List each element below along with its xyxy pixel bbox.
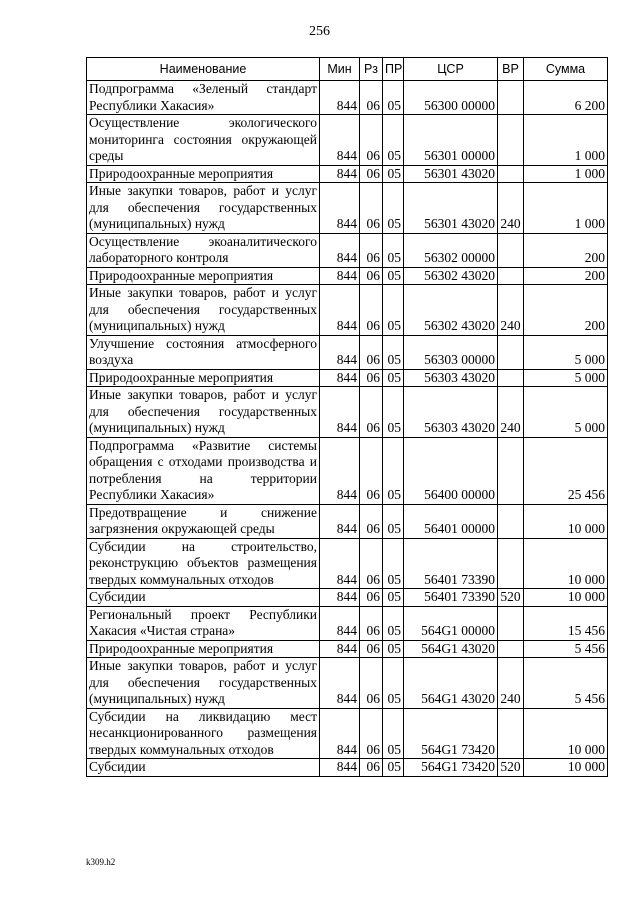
row-sum: 10 000 [524, 589, 608, 607]
row-sum: 10 000 [524, 538, 608, 589]
budget-table [86, 57, 608, 777]
row-csr: 56301 43020 [404, 165, 498, 183]
table-row [87, 437, 608, 504]
row-min: 844 [320, 387, 360, 438]
row-csr: 564G1 73420 [404, 759, 498, 777]
row-min: 844 [320, 437, 360, 504]
row-csr: 564G1 43020 [404, 658, 498, 709]
row-name: Подпрограмма «Развитие системы обращения с отходами производства и потребления на территории Республики Хакасия» [87, 437, 320, 504]
page-number: 256 [309, 24, 330, 39]
row-pr: 05 [383, 369, 404, 387]
table-row [87, 708, 608, 759]
row-rz: 06 [360, 437, 383, 504]
row-pr: 05 [383, 267, 404, 285]
row-rz: 06 [360, 285, 383, 336]
row-name: Природоохранные мероприятия [87, 640, 320, 658]
table-row [87, 165, 608, 183]
row-csr: 56302 43020 [404, 285, 498, 336]
table-row [87, 606, 608, 640]
table-header-row [87, 58, 608, 81]
row-name: Иные закупки товаров, работ и услуг для обеспечения государственных (муниципальных) нужд [87, 183, 320, 234]
row-vr [498, 708, 524, 759]
row-csr: 56302 43020 [404, 267, 498, 285]
row-vr: 240 [498, 387, 524, 438]
row-sum: 5 000 [524, 387, 608, 438]
row-min: 844 [320, 504, 360, 538]
row-name: Природоохранные мероприятия [87, 165, 320, 183]
row-rz: 06 [360, 606, 383, 640]
footer-code: k309.h2 [86, 857, 116, 867]
row-sum: 10 000 [524, 759, 608, 777]
row-rz: 06 [360, 233, 383, 267]
row-min: 844 [320, 335, 360, 369]
row-sum: 200 [524, 233, 608, 267]
row-rz: 06 [360, 369, 383, 387]
row-pr: 05 [383, 658, 404, 709]
row-min: 844 [320, 369, 360, 387]
header-vr: ВР [498, 58, 524, 81]
row-min: 844 [320, 165, 360, 183]
row-csr: 56301 43020 [404, 183, 498, 234]
row-name: Субсидии [87, 759, 320, 777]
row-rz: 06 [360, 81, 383, 115]
row-rz: 06 [360, 658, 383, 709]
row-pr: 05 [383, 115, 404, 166]
row-pr: 05 [383, 589, 404, 607]
row-name: Природоохранные мероприятия [87, 267, 320, 285]
row-csr: 564G1 00000 [404, 606, 498, 640]
table-row [87, 267, 608, 285]
row-name: Субсидии на ликвидацию мест несанкционированного размещения твердых коммунальных отходов [87, 708, 320, 759]
row-rz: 06 [360, 115, 383, 166]
row-sum: 1 000 [524, 183, 608, 234]
row-vr [498, 115, 524, 166]
row-pr: 05 [383, 81, 404, 115]
row-vr: 520 [498, 759, 524, 777]
row-vr [498, 437, 524, 504]
row-sum: 5 456 [524, 658, 608, 709]
table-row [87, 640, 608, 658]
row-pr: 05 [383, 335, 404, 369]
table-row [87, 183, 608, 234]
row-pr: 05 [383, 387, 404, 438]
row-name: Иные закупки товаров, работ и услуг для обеспечения государственных (муниципальных) нужд [87, 658, 320, 709]
table-row [87, 658, 608, 709]
table-row [87, 504, 608, 538]
row-min: 844 [320, 759, 360, 777]
row-sum: 1 000 [524, 165, 608, 183]
row-min: 844 [320, 589, 360, 607]
table-row [87, 589, 608, 607]
row-min: 844 [320, 81, 360, 115]
row-name: Предотвращение и снижение загрязнения окружающей среды [87, 504, 320, 538]
row-csr: 56302 00000 [404, 233, 498, 267]
row-min: 844 [320, 538, 360, 589]
row-sum: 5 000 [524, 335, 608, 369]
row-name: Улучшение состояния атмосферного воздуха [87, 335, 320, 369]
row-vr: 240 [498, 658, 524, 709]
row-pr: 05 [383, 640, 404, 658]
row-rz: 06 [360, 335, 383, 369]
row-min: 844 [320, 658, 360, 709]
header-pr: ПР [383, 58, 404, 81]
row-csr: 56300 00000 [404, 81, 498, 115]
row-min: 844 [320, 267, 360, 285]
row-csr: 56303 00000 [404, 335, 498, 369]
row-min: 844 [320, 183, 360, 234]
row-sum: 25 456 [524, 437, 608, 504]
row-csr: 56303 43020 [404, 369, 498, 387]
row-name: Подпрограмма «Зеленый стандарт Республики Хакасия» [87, 81, 320, 115]
row-sum: 5 456 [524, 640, 608, 658]
row-name: Иные закупки товаров, работ и услуг для обеспечения государственных (муниципальных) нужд [87, 387, 320, 438]
row-name: Региональный проект Республики Хакасия «Чистая страна» [87, 606, 320, 640]
row-csr: 56401 73390 [404, 589, 498, 607]
row-rz: 06 [360, 504, 383, 538]
header-min: Мин [320, 58, 360, 81]
row-vr: 520 [498, 589, 524, 607]
row-vr [498, 165, 524, 183]
row-sum: 10 000 [524, 708, 608, 759]
row-name: Субсидии [87, 589, 320, 607]
row-min: 844 [320, 285, 360, 336]
table-row [87, 759, 608, 777]
row-min: 844 [320, 115, 360, 166]
row-rz: 06 [360, 538, 383, 589]
row-pr: 05 [383, 233, 404, 267]
header-rz: Рз [360, 58, 383, 81]
row-rz: 06 [360, 387, 383, 438]
row-csr: 56401 73390 [404, 538, 498, 589]
row-vr [498, 538, 524, 589]
row-vr [498, 81, 524, 115]
row-min: 844 [320, 640, 360, 658]
row-vr [498, 606, 524, 640]
row-name: Иные закупки товаров, работ и услуг для обеспечения государственных (муниципальных) нужд [87, 285, 320, 336]
table-row [87, 81, 608, 115]
row-vr: 240 [498, 183, 524, 234]
row-rz: 06 [360, 708, 383, 759]
row-csr: 564G1 73420 [404, 708, 498, 759]
row-pr: 05 [383, 437, 404, 504]
row-rz: 06 [360, 640, 383, 658]
row-pr: 05 [383, 165, 404, 183]
table-row [87, 335, 608, 369]
header-csr: ЦСР [404, 58, 498, 81]
row-csr: 56301 00000 [404, 115, 498, 166]
row-pr: 05 [383, 285, 404, 336]
row-min: 844 [320, 233, 360, 267]
header-name: Наименование [87, 58, 320, 81]
row-name: Осуществление экоаналитического лабораторного контроля [87, 233, 320, 267]
table-row [87, 369, 608, 387]
row-sum: 5 000 [524, 369, 608, 387]
row-rz: 06 [360, 267, 383, 285]
row-sum: 15 456 [524, 606, 608, 640]
row-csr: 564G1 43020 [404, 640, 498, 658]
row-sum: 10 000 [524, 504, 608, 538]
row-pr: 05 [383, 538, 404, 589]
row-pr: 05 [383, 708, 404, 759]
row-csr: 56400 00000 [404, 437, 498, 504]
header-sum: Сумма [524, 58, 608, 81]
table-row [87, 538, 608, 589]
row-csr: 56303 43020 [404, 387, 498, 438]
row-rz: 06 [360, 183, 383, 234]
table-row [87, 387, 608, 438]
row-csr: 56401 00000 [404, 504, 498, 538]
table-row [87, 233, 608, 267]
row-pr: 05 [383, 759, 404, 777]
row-vr [498, 504, 524, 538]
table-row [87, 285, 608, 336]
row-sum: 1 000 [524, 115, 608, 166]
row-pr: 05 [383, 504, 404, 538]
row-rz: 06 [360, 165, 383, 183]
row-name: Осуществление экологического мониторинга состояния окружающей среды [87, 115, 320, 166]
row-sum: 200 [524, 285, 608, 336]
row-vr: 240 [498, 285, 524, 336]
row-min: 844 [320, 606, 360, 640]
row-min: 844 [320, 708, 360, 759]
row-vr [498, 335, 524, 369]
row-vr [498, 369, 524, 387]
row-pr: 05 [383, 183, 404, 234]
row-name: Природоохранные мероприятия [87, 369, 320, 387]
row-sum: 6 200 [524, 81, 608, 115]
row-pr: 05 [383, 606, 404, 640]
table-row [87, 115, 608, 166]
row-vr [498, 233, 524, 267]
row-vr [498, 640, 524, 658]
row-name: Субсидии на строительство, реконструкцию объектов размещения твердых коммунальных отходов [87, 538, 320, 589]
row-rz: 06 [360, 759, 383, 777]
row-sum: 200 [524, 267, 608, 285]
row-vr [498, 267, 524, 285]
row-rz: 06 [360, 589, 383, 607]
